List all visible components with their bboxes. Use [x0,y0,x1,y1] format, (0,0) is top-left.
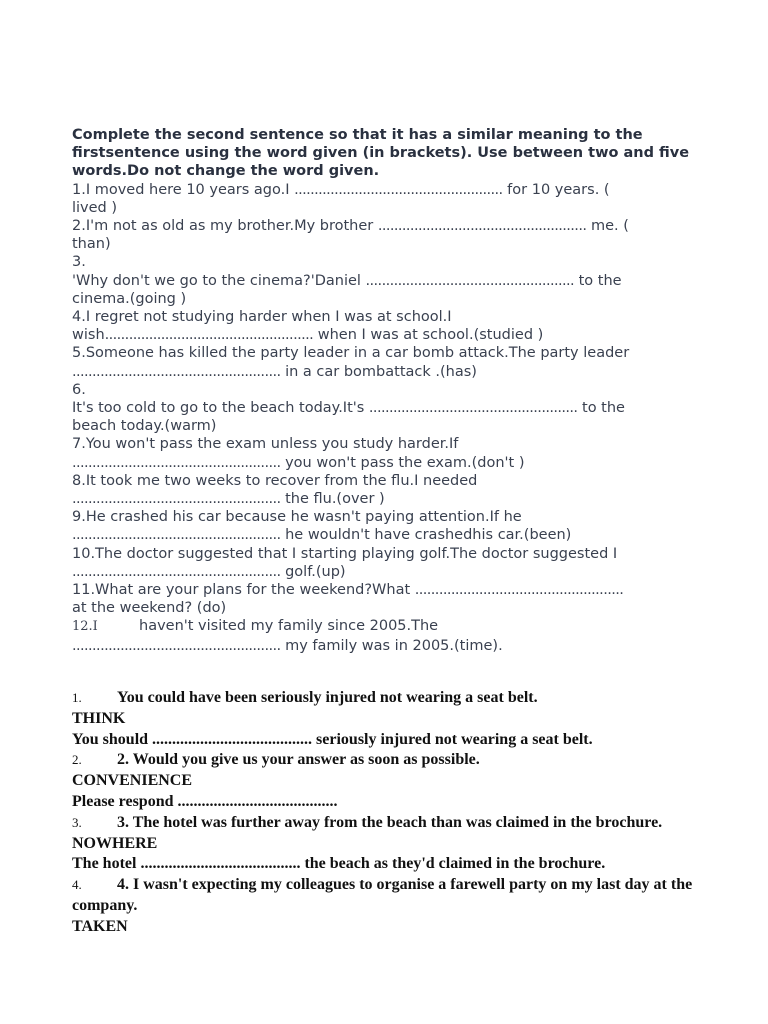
item-1: 1.I moved here 10 years ago.I .................................................... for 10 years. ( [72,181,610,198]
part2-item-4-keyword: TAKEN [72,917,128,935]
item-4-answer-line: wish.................................................... when I was at school.(studied ) [72,327,544,344]
item-10: 10.The doctor suggested that I starting playing golf.The doctor suggested I [72,545,618,562]
item-2: 2.I'm not as old as my brother.My brother .................................................... me. ( [72,218,629,235]
part2-item-3: 3. 3. The hotel was further away from the beach than was claimed in the brochure. [72,813,663,831]
item-7-answer-line: .................................................... you won't pass the exam.(don't ) [72,454,525,471]
item-2-continuation: than) [72,236,111,253]
item-9-answer-line: .................................................... he wouldn't have crashedhis car.(been) [72,527,572,544]
part2-item-3-answer: The hotel ........................................ the beach as they'd claimed in the brochure. [72,855,606,873]
item-3-number: 3. [72,254,86,271]
exercise-part-1 [72,126,692,655]
part2-item-2-answer: Please respond ........................................ [72,792,338,810]
item-8: 8.It took me two weeks to recover from the flu.I needed [72,472,478,489]
item-6: It's too cold to go to the beach today.It's .................................................... to the [72,400,625,417]
item-10-answer-line: .................................................... golf.(up) [72,563,346,580]
item-5: 5.Someone has killed the party leader in a car bomb attack.The party leader [72,345,630,362]
part2-item-2-keyword: CONVENIENCE [72,772,193,790]
item-7: 7.You won't pass the exam unless you study harder.If [72,436,459,453]
item-6-number: 6. [72,381,86,398]
part2-item-4: 4. 4. I wasn't expecting my colleagues to organise a farewell party on my last day at the company. [72,876,693,914]
item-8-answer-line: .................................................... the flu.(over ) [72,491,385,508]
item-3: 'Why don't we go to the cinema?'Daniel .................................................... to the [72,272,622,289]
instructions: Complete the second sentence so that it has a similar meaning to the firstsentence using the word given (in brackets). Use between two and five words.Do not change the word given. [72,127,690,180]
item-11: 11.What are your plans for the weekend?What .................................................... [72,582,624,599]
item-3-continuation: cinema.(going ) [72,290,187,307]
item-11-continuation: at the weekend? (do) [72,600,227,617]
part2-item-1-answer: You should ........................................ seriously injured not wearing a seat belt. [72,730,593,748]
item-9: 9.He crashed his car because he wasn't paying attention.If he [72,509,522,526]
item-1-continuation: lived ) [72,199,118,216]
item-5-answer-line: .................................................... in a car bombattack .(has) [72,363,477,380]
exercise-part-2 [72,688,702,938]
part2-item-1: 1. You could have been seriously injured not wearing a seat belt. [72,689,538,706]
item-4: 4.I regret not studying harder when I was at school.I [72,309,452,326]
part2-item-1-keyword: THINK [72,709,126,727]
part2-item-3-keyword: NOWHERE [72,834,158,852]
part2-item-2: 2. 2. Would you give us your answer as soon as possible. [72,751,480,769]
item-12-answer-line: .................................................... my family was in 2005.(time). [72,637,503,654]
item-12: 12.I haven't visited my family since 2005.The [72,618,439,635]
item-6-continuation: beach today.(warm) [72,418,217,435]
